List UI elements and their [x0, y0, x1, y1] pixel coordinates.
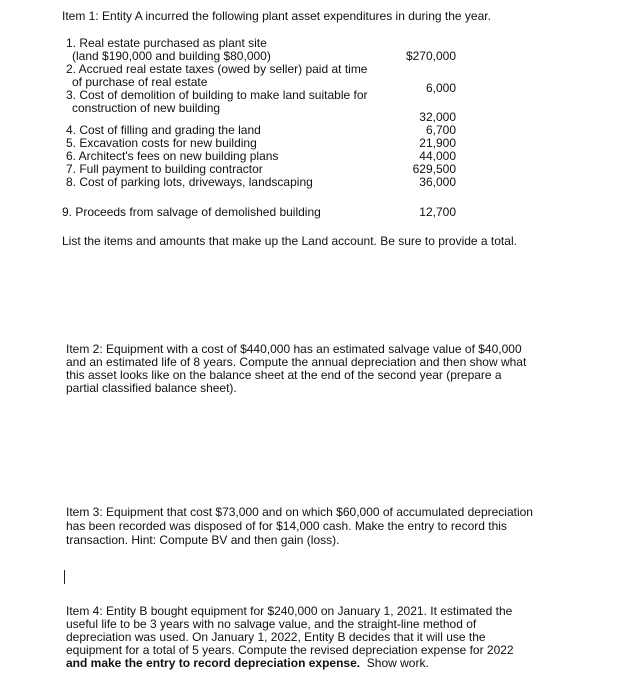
row-desc: 9. Proceeds from salvage of demolished building — [62, 205, 321, 219]
row-amount: 32,000 — [419, 110, 456, 124]
row-desc: construction of new building — [72, 101, 221, 115]
row-desc: 4. Cost of filling and grading the land — [66, 123, 261, 137]
row-desc: (land $190,000 and building $80,000) — [72, 49, 271, 63]
bold-instruction: and make the entry to record depreciation expense. — [66, 656, 361, 670]
row-desc: 7. Full payment to building contractor — [66, 162, 263, 176]
item3-paragraph — [66, 505, 533, 547]
table-row — [66, 101, 456, 124]
row-amount: 629,500 — [412, 162, 456, 176]
text-cursor[interactable] — [64, 570, 65, 584]
row-desc: 5. Excavation costs for new building — [66, 136, 257, 150]
row-desc: 3. Cost of demolition of building to make land suitable for — [66, 88, 368, 102]
row-desc: 6. Architect's fees on new building plans — [66, 149, 279, 163]
row-amount: 21,900 — [419, 136, 456, 150]
text-line: useful life to be 3 years with no salvage value, and the straight-line method of — [66, 617, 477, 631]
row-desc: 8. Cost of parking lots, driveways, landscaping — [66, 175, 313, 189]
text-line: this asset looks like on the balance sheet at the end of the second year (prepare a — [66, 368, 502, 382]
text-line: equipment for a total of 5 years. Compute the revised depreciation expense for 2022 — [66, 643, 514, 657]
item4-paragraph — [66, 605, 514, 670]
row-amount: 6,700 — [425, 123, 456, 137]
text-line: Item 2: Equipment with a cost of $440,000 has an estimated salvage value of $40,000 — [66, 342, 522, 356]
item2-paragraph — [66, 343, 526, 395]
row-amount: 36,000 — [419, 175, 456, 189]
text-line: has been recorded was disposed of for $14,000 cash. Make the entry to record this — [66, 519, 507, 533]
text-line: depreciation was used. On January 1, 2022, Entity B decides that it will use the — [66, 630, 486, 644]
text-line: transaction. Hint: Compute BV and then gain (loss). — [66, 533, 340, 547]
item1-title: Item 1: Entity A incurred the following plant asset expenditures in during the year. — [62, 9, 491, 23]
row-amount: 6,000 — [425, 81, 456, 95]
text-line: partial classified balance sheet). — [66, 381, 237, 395]
row-amount: 12,700 — [419, 205, 456, 219]
text-line: and an estimated life of 8 years. Compute the annual depreciation and then show what — [66, 355, 527, 369]
table-row — [62, 206, 456, 219]
text-line: Item 3: Equipment that cost $73,000 and on which $60,000 of accumulated depreciation — [66, 505, 533, 519]
show-work: Show work. — [360, 656, 429, 670]
text-line — [66, 657, 514, 670]
row-amount: 44,000 — [419, 149, 456, 163]
table-row — [66, 176, 456, 189]
item1-question: List the items and amounts that make up the Land account. Be sure to provide a total. — [62, 234, 517, 248]
row-desc: of purchase of real estate — [72, 75, 208, 89]
text-line: Item 4: Entity B bought equipment for $240,000 on January 1, 2021. It estimated the — [66, 604, 513, 618]
row-amount: $270,000 — [405, 49, 456, 63]
row-desc: 1. Real estate purchased as plant site — [66, 36, 267, 50]
row-desc: 2. Accrued real estate taxes (owed by seller) paid at time — [66, 62, 368, 76]
